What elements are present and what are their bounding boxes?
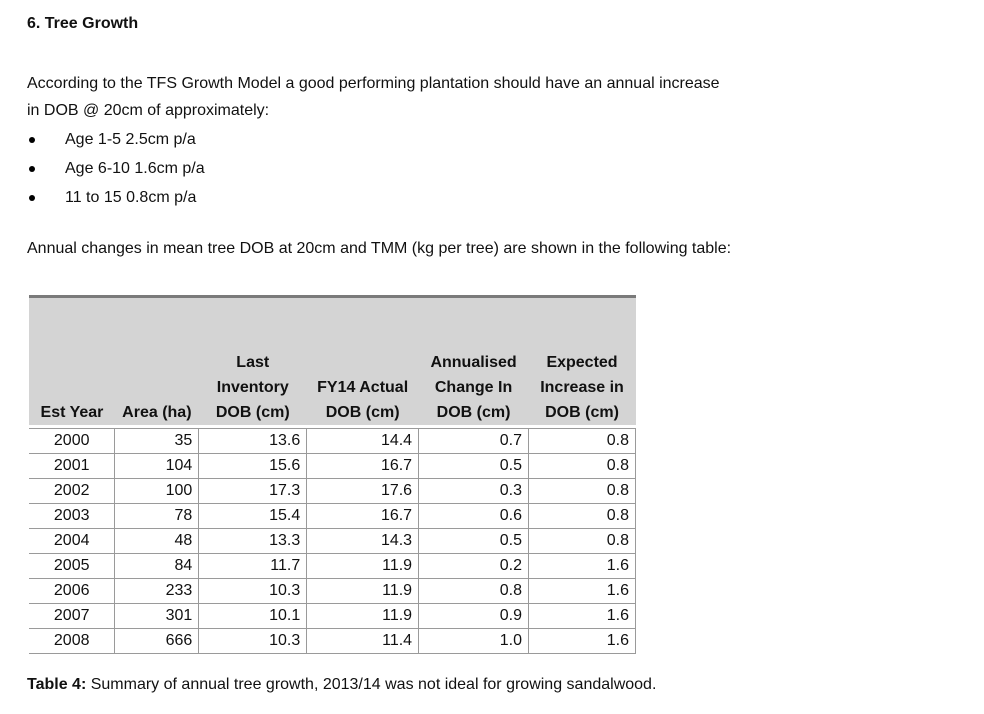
list-item-text: Age 6-10 1.6cm p/a [65,160,205,177]
cell-est-year: 2002 [29,479,115,504]
header-line: Annualised [430,354,517,371]
cell-est-year: 2001 [29,454,115,479]
table-row [29,629,636,654]
cell-area: 666 [115,629,199,654]
header-line: DOB (cm) [545,404,619,421]
cell-last-dob: 11.7 [199,554,307,579]
cell-area: 233 [115,579,199,604]
cell-area: 35 [115,429,199,454]
cell-annualised-change: 0.3 [419,479,529,504]
table-row [29,454,636,479]
cell-expected-increase: 1.6 [529,629,636,654]
cell-fy14-dob: 11.9 [307,554,419,579]
header-line: Est Year [40,404,104,421]
header-line: Expected [546,354,618,371]
cell-last-dob: 10.3 [199,629,307,654]
cell-est-year: 2000 [29,429,115,454]
intro-line-2: in DOB @ 20cm of approximately: [27,102,270,119]
intro-line-1: According to the TFS Growth Model a good performing plantation should have an annual increase [27,75,720,92]
table-row [29,479,636,504]
cell-fy14-dob: 11.4 [307,629,419,654]
header-area [115,297,199,429]
cell-annualised-change: 1.0 [419,629,529,654]
header-line: Last [236,354,270,371]
cell-area: 84 [115,554,199,579]
list-item-text: Age 1-5 2.5cm p/a [65,131,196,148]
cell-expected-increase: 1.6 [529,604,636,629]
cell-expected-increase: 0.8 [529,429,636,454]
header-line: Increase in [540,379,624,396]
cell-annualised-change: 0.2 [419,554,529,579]
growth-table [29,295,636,654]
cell-expected-increase: 1.6 [529,579,636,604]
cell-fy14-dob: 14.3 [307,529,419,554]
header-last-inventory-dob [199,297,307,429]
header-line: Area (ha) [122,404,192,421]
intro-paragraph [27,70,847,124]
cell-est-year: 2008 [29,629,115,654]
cell-fy14-dob: 16.7 [307,454,419,479]
header-line: FY14 Actual [317,379,409,396]
header-annualised-change [419,297,529,429]
cell-annualised-change: 0.5 [419,529,529,554]
cell-annualised-change: 0.7 [419,429,529,454]
bullet-icon [29,195,35,201]
cell-annualised-change: 0.9 [419,604,529,629]
header-est-year [29,297,115,429]
cell-annualised-change: 0.8 [419,579,529,604]
cell-est-year: 2005 [29,554,115,579]
cell-expected-increase: 0.8 [529,454,636,479]
cell-last-dob: 15.4 [199,504,307,529]
list-item [27,154,205,183]
table-row [29,554,636,579]
list-item-text: 11 to 15 0.8cm p/a [65,189,197,206]
list-item [27,125,205,154]
list-item [27,183,205,212]
cell-expected-increase: 0.8 [529,529,636,554]
cell-fy14-dob: 14.4 [307,429,419,454]
table-caption [27,676,656,694]
cell-last-dob: 10.1 [199,604,307,629]
caption-label: Table 4: [27,676,87,693]
table-row [29,504,636,529]
cell-est-year: 2006 [29,579,115,604]
table-row [29,604,636,629]
cell-last-dob: 10.3 [199,579,307,604]
cell-expected-increase: 0.8 [529,479,636,504]
bullet-icon [29,137,35,143]
caption-text: Summary of annual tree growth, 2013/14 was not ideal for growing sandalwood. [86,676,657,693]
header-expected-increase [529,297,636,429]
cell-est-year: 2003 [29,504,115,529]
header-fy14-actual-dob [307,297,419,429]
cell-est-year: 2004 [29,529,115,554]
header-line: DOB (cm) [215,404,290,421]
header-line: DOB (cm) [436,404,511,421]
table-row [29,579,636,604]
header-line: DOB (cm) [325,404,400,421]
cell-last-dob: 13.6 [199,429,307,454]
cell-fy14-dob: 11.9 [307,579,419,604]
section-heading: 6. Tree Growth [27,15,139,32]
bullet-icon [29,166,35,172]
cell-area: 104 [115,454,199,479]
cell-area: 100 [115,479,199,504]
table-header-row [29,297,636,429]
table-row [29,529,636,554]
growth-rate-list [27,125,205,212]
table-row [29,429,636,454]
cell-annualised-change: 0.6 [419,504,529,529]
cell-fy14-dob: 11.9 [307,604,419,629]
cell-area: 301 [115,604,199,629]
cell-est-year: 2007 [29,604,115,629]
table-intro: Annual changes in mean tree DOB at 20cm and TMM (kg per tree) are shown in the following table: [27,240,732,257]
cell-area: 78 [115,504,199,529]
header-line: Inventory [216,379,289,396]
cell-last-dob: 15.6 [199,454,307,479]
cell-expected-increase: 1.6 [529,554,636,579]
cell-area: 48 [115,529,199,554]
cell-expected-increase: 0.8 [529,504,636,529]
cell-fy14-dob: 16.7 [307,504,419,529]
cell-last-dob: 13.3 [199,529,307,554]
cell-fy14-dob: 17.6 [307,479,419,504]
cell-last-dob: 17.3 [199,479,307,504]
cell-annualised-change: 0.5 [419,454,529,479]
header-line: Change In [434,379,513,396]
